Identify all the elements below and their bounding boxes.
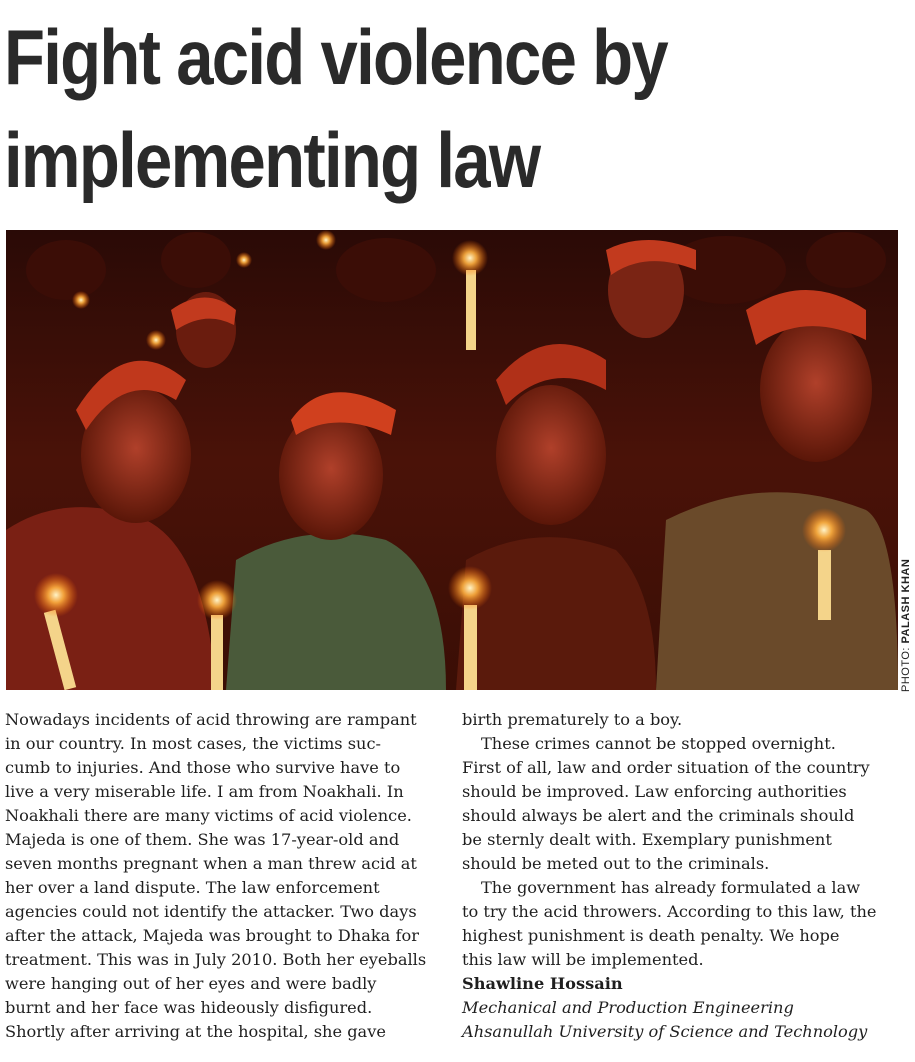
article-paragraph-1-continued	[462, 708, 905, 732]
text-line: treatment. This was in July 2010. Both her eyeballs	[5, 950, 427, 969]
text-line: birth prematurely to a boy.	[462, 710, 683, 729]
text-line: should be improved. Law enforcing authorities	[462, 782, 847, 801]
article-paragraph-2	[462, 732, 905, 876]
text-line: burnt and her face was hideously disfigured.	[5, 998, 373, 1017]
text-line: should be meted out to the criminals.	[462, 854, 770, 873]
text-line: First of all, law and order situation of the country	[462, 758, 870, 777]
headline-line-1: Fight acid violence by	[4, 13, 667, 101]
text-line: be sternly dealt with. Exemplary punishment	[462, 830, 832, 849]
text-line: Majeda is one of them. She was 17-year-old and	[5, 830, 400, 849]
text-line: Noakhali there are many victims of acid violence.	[5, 806, 412, 825]
text-line: live a very miserable life. I am from Noakhali. In	[5, 782, 404, 801]
author-affiliation-university: Ahsanullah University of Science and Technology	[462, 1022, 868, 1041]
text-line: in our country. In most cases, the victims suc-	[5, 734, 382, 753]
text-line: should always be alert and the criminals should	[462, 806, 855, 825]
text-line: agencies could not identify the attacker. Two days	[5, 902, 417, 921]
photo-credit-prefix: PHOTO:	[900, 643, 912, 692]
byline	[462, 972, 905, 1044]
photo-credit-name: PALASH KHAN	[900, 558, 912, 644]
text-line: after the attack, Majeda was brought to Dhaka for	[5, 926, 419, 945]
text-line: this law will be implemented.	[462, 950, 704, 969]
article-paragraph-3	[462, 876, 905, 972]
article-right-column	[462, 708, 905, 1044]
text-line: Nowadays incidents of acid throwing are rampant	[5, 710, 417, 729]
text-line: highest punishment is death penalty. We hope	[462, 926, 840, 945]
text-line: to try the acid throwers. According to this law, the	[462, 902, 877, 921]
author-affiliation-department: Mechanical and Production Engineering	[462, 998, 794, 1017]
article-left-column	[5, 708, 448, 1044]
text-line: Shortly after arriving at the hospital, she gave	[5, 1022, 386, 1041]
text-line: seven months pregnant when a man threw acid at	[5, 854, 417, 873]
text-line: These crimes cannot be stopped overnight.	[481, 734, 836, 753]
news-photo	[6, 230, 898, 690]
headline	[4, 6, 778, 212]
text-line: were hanging out of her eyes and were badly	[5, 974, 377, 993]
text-line: cumb to injuries. And those who survive have to	[5, 758, 401, 777]
author-name: Shawline Hossain	[462, 974, 623, 993]
article-paragraph-1	[5, 708, 448, 1044]
headline-line-2: implementing law	[4, 116, 540, 204]
text-line: The government has already formulated a law	[481, 878, 861, 897]
text-line: her over a land dispute. The law enforcement	[5, 878, 380, 897]
photo-credit	[899, 532, 913, 692]
